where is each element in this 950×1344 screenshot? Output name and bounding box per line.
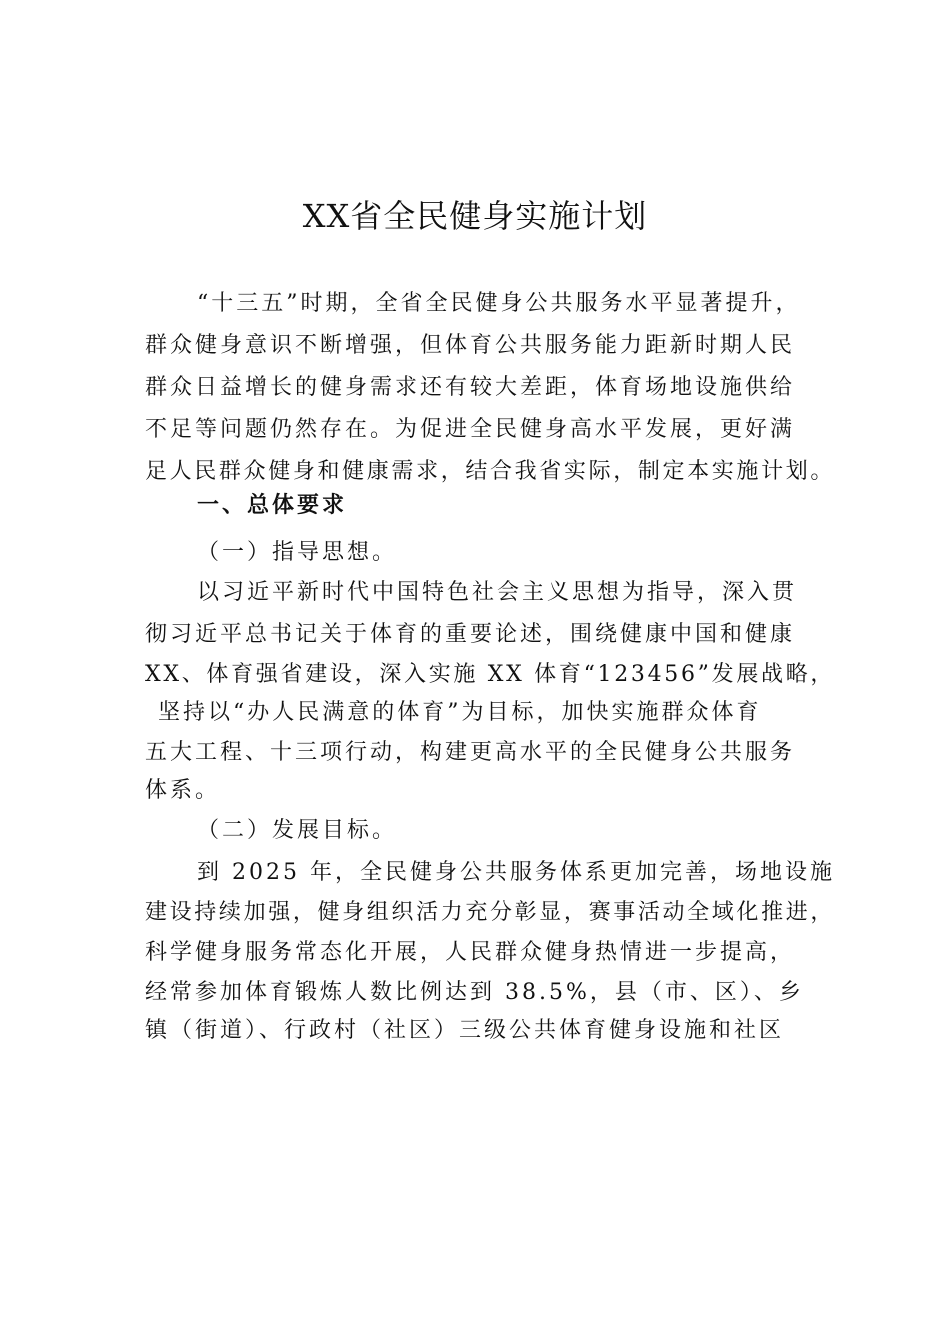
paragraph-line: XX、体育强省建设，深入实施 XX 体育“123456”发展战略， bbox=[145, 662, 836, 687]
paragraph-line: 足人民群众健身和健康需求，结合我省实际，制定本实施计划。 bbox=[145, 459, 836, 484]
paragraph-line: 不足等问题仍然存在。为促进全民健身高水平发展，更好满 bbox=[145, 417, 796, 442]
paragraph-line: “十三五”时期，全省全民健身公共服务水平显著提升， bbox=[197, 291, 801, 316]
document-title: XX省全民健身实施计划 bbox=[302, 197, 648, 235]
paragraph-line: 五大工程、十三项行动，构建更高水平的全民健身公共服务 bbox=[145, 740, 796, 765]
paragraph-line: 群众日益增长的健身需求还有较大差距，体育场地设施供给 bbox=[145, 375, 796, 400]
paragraph-line: 科学健身服务常态化开展，人民群众健身热情进一步提高， bbox=[145, 940, 796, 965]
section-heading: 一、总体要求 bbox=[197, 493, 348, 518]
subsection-heading: （一）指导思想。 bbox=[197, 540, 398, 565]
paragraph-line: 以习近平新时代中国特色社会主义思想为指导，深入贯 bbox=[197, 580, 798, 605]
paragraph-line: 彻习近平总书记关于体育的重要论述，围绕健康中国和健康 bbox=[145, 622, 796, 647]
subsection-heading: （二）发展目标。 bbox=[197, 818, 398, 843]
paragraph-line: 经常参加体育锻炼人数比例达到 38.5%，县（市、区）、乡 bbox=[145, 980, 804, 1005]
paragraph-line: 镇（街道）、行政村（社区）三级公共体育健身设施和社区 bbox=[145, 1018, 785, 1043]
paragraph-line: 群众健身意识不断增强，但体育公共服务能力距新时期人民 bbox=[145, 333, 796, 358]
paragraph-line: 建设持续加强，健身组织活力充分彰显，赛事活动全域化推进， bbox=[145, 900, 836, 925]
paragraph-line: 体系。 bbox=[145, 778, 221, 803]
paragraph-line: 坚持以“办人民满意的体育”为目标，加快实施群众体育 bbox=[158, 700, 762, 725]
paragraph-line: 到 2025 年，全民健身公共服务体系更加完善，场地设施 bbox=[197, 860, 835, 885]
